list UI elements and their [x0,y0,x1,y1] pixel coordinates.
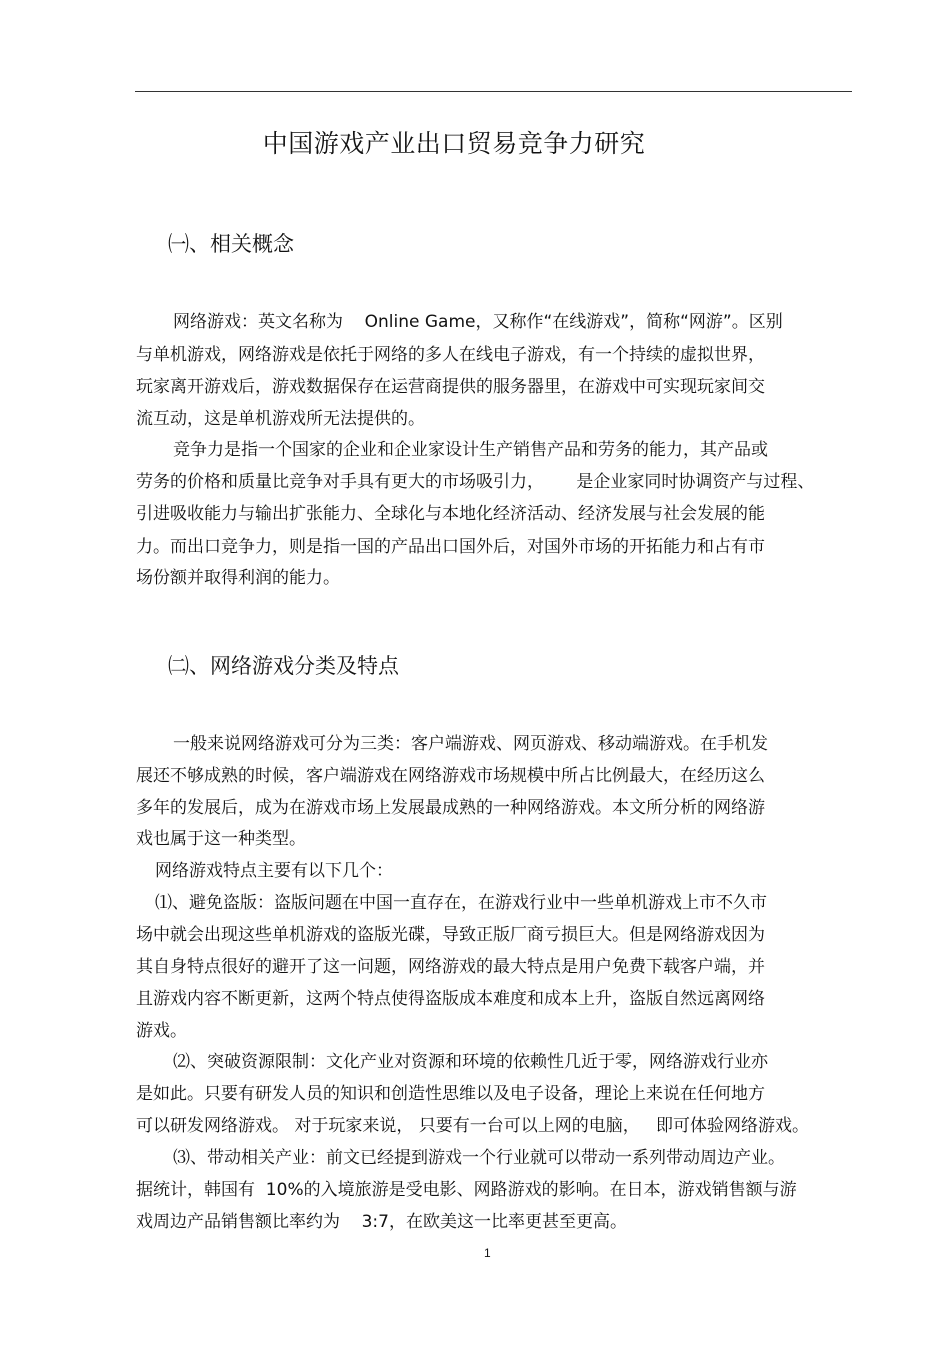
section-1-line: 劳务的价格和质量比竞争对手具有更大的市场吸引力， 是企业家同时协调资产与过程、 [136,472,815,492]
section-2-heading: ㈡、网络游戏分类及特点 [168,654,399,678]
section-2-line: 戏也属于这一种类型。 [136,829,306,849]
header-rule [135,91,852,92]
section-2-line: 展还不够成熟的时候，客户端游戏在网络游戏市场规模中所占比例最大，在经历这么 [136,766,765,786]
section-2-line: 其自身特点很好的避开了这一问题，网络游戏的最大特点是用户免费下载客户端，并 [136,957,765,977]
section-2-line: 多年的发展后，成为在游戏市场上发展最成熟的一种网络游戏。本文所分析的网络游 [136,798,765,818]
section-2-line: 可以研发网络游戏。 对于玩家来说， 只要有一台可以上网的电脑， 即可体验网络游戏。 [136,1116,810,1136]
section-2-line: 戏周边产品销售额比率约为 3:7，在欧美这一比率更甚至更高。 [136,1212,627,1232]
section-1-heading: ㈠、相关概念 [168,232,294,256]
section-2-line: ⑶、带动相关产业：前文已经提到游戏一个行业就可以带动一系列带动周边产业。 [173,1148,785,1168]
section-2-line: 网络游戏特点主要有以下几个： [155,861,393,881]
section-2-line: 据统计，韩国有 10%的入境旅游是受电影、网路游戏的影响。在日本，游戏销售额与游 [136,1180,797,1200]
section-2-line: ⑵、突破资源限制：文化产业对资源和环境的依赖性几近于零，网络游戏行业亦 [173,1052,768,1072]
section-1-line: 玩家离开游戏后，游戏数据保存在运营商提供的服务器里，在游戏中可实现玩家间交 [136,377,765,397]
section-2-line: 是如此。只要有研发人员的知识和创造性思维以及电子设备，理论上来说在任何地方 [136,1084,765,1104]
section-1-line: 场份额并取得利润的能力。 [136,568,340,588]
section-2-line: 且游戏内容不断更新，这两个特点使得盗版成本难度和成本上升，盗版自然远离网络 [136,989,765,1009]
page-number: 1 [484,1246,491,1260]
document-title: 中国游戏产业出口贸易竞争力研究 [262,129,646,158]
section-2-line: ⑴、避免盗版：盗版问题在中国一直存在，在游戏行业中一些单机游戏上市不久市 [155,893,767,913]
section-2-line: 一般来说网络游戏可分为三类：客户端游戏、网页游戏、移动端游戏。在手机发 [173,734,768,754]
section-2-line: 场中就会出现这些单机游戏的盗版光碟，导致正版厂商亏损巨大。但是网络游戏因为 [136,925,765,945]
section-1-line: 流互动，这是单机游戏所无法提供的。 [136,409,425,429]
section-1-line: 力。而出口竞争力，则是指一国的产品出口国外后，对国外市场的开拓能力和占有市 [136,537,765,557]
section-1-line: 竞争力是指一个国家的企业和企业家设计生产销售产品和劳务的能力，其产品或 [173,440,768,460]
section-1-line: 网络游戏：英文名称为 Online Game，又称作“在线游戏”，简称“网游”。区别 [173,312,783,332]
section-1-line: 引进吸收能力与输出扩张能力、全球化与本地化经济活动、经济发展与社会发展的能 [136,504,765,524]
section-1-line: 与单机游戏，网络游戏是依托于网络的多人在线电子游戏，有一个持续的虚拟世界， [136,345,765,365]
section-2-line: 游戏。 [136,1021,187,1041]
